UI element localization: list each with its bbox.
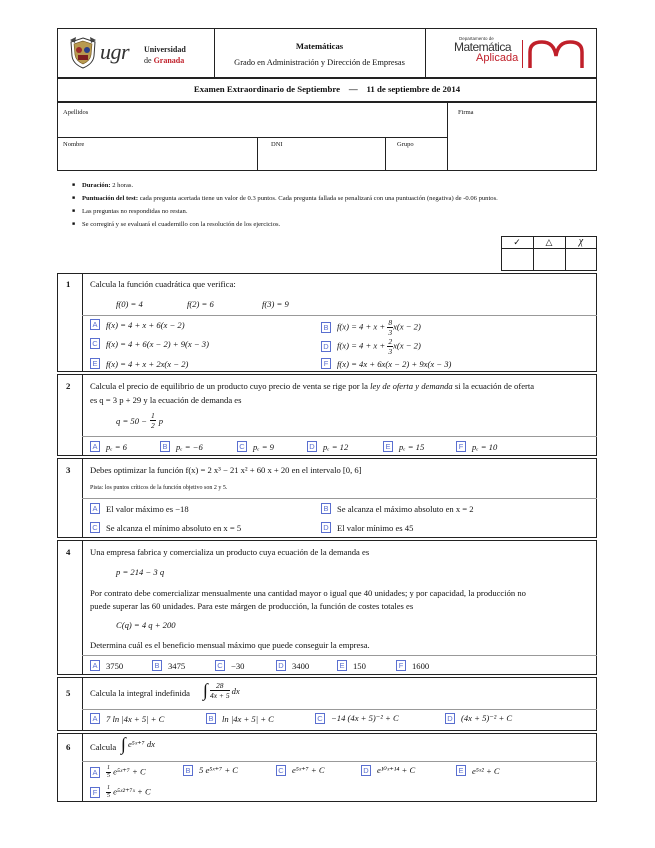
q2-option-d-label[interactable]: D: [307, 441, 317, 452]
q4-number: 4: [66, 547, 71, 557]
q1-option-f-label[interactable]: F: [321, 358, 331, 369]
dept-line2: Aplicada: [476, 52, 519, 64]
form-divider-group: [385, 137, 386, 171]
q6-option-a-text: [106, 765, 146, 780]
q6-text: Calcula: [90, 742, 117, 752]
q3-option-b-text: Se alcanza el máximo absoluto en x = 2: [337, 503, 474, 514]
exam-date: 11 de septiembre de 2014: [366, 84, 461, 94]
q5-integral-den: 4x + 5: [209, 691, 230, 700]
q5-option-c[interactable]: [315, 713, 399, 724]
q2-eq-right: p: [158, 415, 163, 426]
degree-title: Grado en Administración y Dirección de Empresas: [234, 58, 405, 67]
exam-title: [57, 84, 597, 94]
instruction-2: [82, 195, 498, 202]
q6-option-f[interactable]: [90, 785, 151, 800]
q4-option-a-text: 3750: [106, 660, 124, 671]
q4-eq2: C(q) = 4 q + 200: [116, 620, 176, 630]
q2-option-b[interactable]: [160, 441, 203, 452]
q3-option-a[interactable]: [90, 503, 189, 514]
q3-option-d[interactable]: [321, 522, 413, 533]
q3-option-b[interactable]: [321, 503, 474, 514]
q2-option-f[interactable]: [456, 441, 497, 452]
q6-option-a-frac-num: 1: [107, 765, 110, 771]
q3-text: Debes optimizar la función f(x) = 2 x³ − 21 x² + 60 x + 20 en el intervalo [0, 6]: [90, 465, 362, 475]
q3-option-c-text: Se alcanza el mínimo absoluto en x = 5: [106, 522, 242, 533]
q1-option-e-text: f(x) = 4 + x + 2x(x − 2): [106, 358, 189, 369]
q5-number: 5: [66, 688, 71, 698]
q4-option-a[interactable]: [90, 660, 123, 671]
q1-option-d-pre: f(x) = 4 + x +: [337, 340, 388, 351]
header-divider-right: [425, 28, 426, 78]
q6-option-e[interactable]: [456, 765, 500, 776]
q6-option-e-text: e⁵ˣ² + C: [472, 765, 500, 776]
header-divider-left: [214, 28, 215, 78]
q2-option-b-label[interactable]: B: [160, 441, 170, 452]
q6-option-c[interactable]: [276, 765, 325, 776]
q2-option-e[interactable]: [383, 441, 424, 452]
q2-option-e-text: pₑ = 15: [399, 441, 425, 452]
dept-logo: [430, 34, 595, 74]
q3-option-d-text: El valor mínimo es 45: [337, 522, 414, 533]
q2-text: [90, 381, 595, 391]
q1-option-d-text: [337, 337, 421, 356]
q4-option-d[interactable]: [276, 660, 309, 671]
q5-options-divider: [82, 709, 597, 710]
q4-option-f-text: 1600: [412, 660, 430, 671]
q6-option-b-label[interactable]: B: [183, 765, 193, 776]
q2-option-c-label[interactable]: C: [237, 441, 247, 452]
q2-number: 2: [66, 381, 71, 391]
q1-option-e-label[interactable]: E: [90, 358, 100, 369]
score-table-row: [501, 248, 597, 249]
q5-option-a-label[interactable]: A: [90, 713, 100, 724]
q1-option-b-frac-den: 3: [388, 328, 393, 337]
q4-para2: puede superar las 60 unidades. Para este márgen de producción, la función de costes totales es: [90, 601, 414, 611]
instruction-4-text: Se corregirá y se evaluará el cuadernillo con la resolución de los ejercicios.: [82, 221, 281, 228]
q5-option-b[interactable]: [206, 713, 274, 724]
q2-option-b-text: pₑ = −6: [176, 441, 203, 452]
q6-option-f-text: [106, 785, 151, 800]
q1-option-d-frac-den: 3: [388, 347, 393, 356]
q3-number: 3: [66, 465, 71, 475]
university-de: de: [144, 56, 152, 65]
q2-option-d[interactable]: [307, 441, 348, 452]
q5-option-b-label[interactable]: B: [206, 713, 216, 724]
q2-option-c[interactable]: [237, 441, 274, 452]
q4-text2: Determina cuál es el beneficio mensual máximo que puede conseguir la empresa.: [90, 640, 370, 650]
dept-arc-icon: [526, 38, 586, 70]
ugr-logo: [68, 36, 208, 72]
instruction-2-bold: Puntuación del test:: [82, 195, 139, 202]
q1-option-b-text: [337, 318, 421, 337]
q1-option-b-pre: f(x) = 4 + x +: [337, 321, 388, 332]
q6-option-a-frac-den: 5: [107, 773, 110, 779]
q4-option-f-label[interactable]: F: [396, 660, 406, 671]
ugr-crest-icon: [68, 36, 98, 70]
q1-option-b-frac-num: 8: [388, 318, 393, 327]
exam-title-text: Examen Extraordinario de Septiembre: [193, 84, 341, 94]
q1-options-divider: [82, 315, 597, 316]
q2-eq-frac-den: 2: [150, 421, 155, 430]
q6-option-e-label[interactable]: E: [456, 765, 466, 776]
q6-integral-sign: ∫: [121, 734, 126, 754]
q4-option-b-text: 3475: [168, 660, 186, 671]
q6-option-d[interactable]: [361, 765, 415, 776]
instruction-1-bold: Duración:: [82, 182, 111, 189]
q2-option-f-text: pₑ = 10: [472, 441, 498, 452]
ugr-wordmark: ugr: [100, 39, 130, 64]
q1-option-b-label[interactable]: B: [321, 322, 331, 333]
form-divider-signature: [447, 102, 448, 171]
q6-option-f-frac: [106, 785, 111, 800]
q2-eq-frac: [150, 411, 156, 430]
q6-option-f-label[interactable]: F: [90, 787, 100, 798]
q2-option-a-label[interactable]: A: [90, 441, 100, 452]
q5-option-d-text: (4x + 5)⁻² + C: [461, 713, 513, 723]
q3-option-b-label[interactable]: B: [321, 503, 331, 514]
university-line1: Universidad: [144, 45, 186, 54]
q4-option-a-label[interactable]: A: [90, 660, 100, 671]
q6-number: 6: [66, 742, 71, 752]
q6-integral-expr: e⁵ˣ⁺⁷ dx: [127, 739, 155, 749]
instruction-3-text: Las preguntas no respondidas no restan.: [82, 208, 188, 215]
q6-option-c-text: e⁵ˣ⁺⁷ + C: [292, 765, 325, 775]
q2-option-e-label[interactable]: E: [383, 441, 393, 452]
q2-text-b: si la ecuación de oferta: [452, 381, 535, 391]
dept-small-label: Departamento de: [459, 36, 494, 41]
q2-option-d-text: pₑ = 12: [323, 441, 349, 452]
q1-option-a-text: f(x) = 4 + x + 6(x − 2): [106, 319, 185, 330]
q6-option-a-expr: e⁵ˣ⁺⁷ + C: [113, 766, 146, 777]
university-line2: [144, 56, 184, 65]
q5-option-b-text: ln |4x + 5| + C: [222, 713, 274, 724]
q1-option-f[interactable]: [321, 358, 451, 369]
q1-cond-2: f(2) = 6: [187, 299, 214, 309]
q6-option-c-label[interactable]: C: [276, 765, 286, 776]
university-granada: Granada: [153, 56, 185, 65]
q5-integral-num: 28: [210, 681, 230, 691]
q6-num-divider: [82, 733, 83, 802]
instruction-2-text: cada pregunta acertada tiene un valor de 0.3 puntos. Cada pregunta fallada se penalizará con una puntuación (negativa) de -0.06 puntos.: [138, 195, 498, 202]
q1-text: Calcula la función cuadrática que verifica:: [90, 279, 236, 289]
q2-eq-left: q = 50 −: [116, 415, 147, 426]
q2-option-a-text: pₑ = 6: [106, 441, 127, 452]
q5-option-d-label[interactable]: D: [445, 713, 455, 724]
q1-option-d-label[interactable]: D: [321, 341, 331, 352]
dni-field[interactable]: DNI: [271, 141, 283, 148]
chi-icon: χ: [578, 236, 584, 247]
q5-integral-frac: [210, 681, 230, 700]
q4-option-e-text: 150: [353, 660, 366, 671]
q6-integral: [121, 734, 155, 755]
q1-option-b[interactable]: [321, 318, 421, 337]
group-field[interactable]: Grupo: [397, 141, 414, 148]
form-divider-row: [57, 137, 447, 138]
q1-option-e[interactable]: [90, 358, 188, 369]
q3-option-d-label[interactable]: D: [321, 522, 331, 533]
q5-text: Calcula la integral indefinida: [90, 688, 190, 698]
q2-text-italic: ley de oferta y demanda: [370, 381, 453, 391]
q3-option-a-label[interactable]: A: [90, 503, 100, 514]
instruction-1: [82, 182, 133, 189]
q2-num-divider: [82, 374, 83, 456]
q1-option-b-post: x(x − 2): [393, 321, 421, 332]
signature-field[interactable]: Firma: [458, 109, 474, 116]
q6-option-b-text: 5 e⁵ˣ⁺⁷ + C: [199, 765, 239, 775]
q5-option-d[interactable]: [445, 713, 512, 724]
q2-equation: [116, 411, 163, 430]
q6-option-d-label[interactable]: D: [361, 765, 371, 776]
q5-option-a-text: 7 ln |4x + 5| + C: [106, 713, 165, 724]
q4-option-b[interactable]: [152, 660, 185, 671]
q6-option-a-frac: [106, 765, 111, 780]
q3-option-c-label[interactable]: C: [90, 522, 100, 533]
q4-option-e[interactable]: [337, 660, 366, 671]
q5-num-divider: [82, 677, 83, 731]
q2-eq-frac-num: 1: [150, 411, 155, 420]
q2-option-a[interactable]: [90, 441, 127, 452]
q2-options-divider: [82, 436, 597, 437]
form-divider-dni: [257, 137, 258, 171]
q5-option-c-text: −14 (4x + 5)⁻² + C: [331, 713, 399, 723]
q4-option-d-label[interactable]: D: [276, 660, 286, 671]
subject-title: Matemáticas: [295, 41, 344, 51]
q1-num-divider: [82, 273, 83, 372]
q1-option-c-text: f(x) = 4 + 6(x − 2) + 9(x − 3): [106, 338, 209, 349]
dept-logo-divider: [522, 40, 523, 68]
instruction-1-text: 2 horas.: [110, 182, 134, 189]
q1-number: 1: [66, 279, 71, 289]
q6-options-divider: [82, 761, 597, 762]
q5-option-a[interactable]: [90, 713, 164, 724]
q1-option-a-label[interactable]: A: [90, 319, 100, 330]
q6-option-a-label[interactable]: A: [90, 767, 100, 778]
q1-cond-3: f(3) = 9: [262, 299, 289, 309]
q6-option-d-text: e¹⁰ˣ⁺¹⁴ + C: [377, 765, 416, 775]
q6-option-f-frac-den: 5: [107, 793, 110, 799]
q4-option-d-text: 3400: [292, 660, 310, 671]
q1-option-d[interactable]: [321, 337, 421, 356]
q1-cond-1: f(0) = 4: [116, 299, 143, 309]
q2-option-c-text: pₑ = 9: [253, 441, 274, 452]
q6-option-f-frac-num: 1: [107, 785, 110, 791]
q1-option-c[interactable]: [90, 338, 209, 349]
exam-title-sep: —: [348, 84, 358, 94]
q4-option-e-label[interactable]: E: [337, 660, 347, 671]
q6-option-f-expr: e⁵ˣ²⁺⁷ˣ + C: [113, 786, 151, 797]
q4-option-c[interactable]: [215, 660, 244, 671]
dept-line1: Matemática: [454, 40, 512, 54]
q2-text-a: Calcula el precio de equilibrio de un producto cuyo precio de venta se rige por la: [90, 381, 371, 391]
q4-options-divider: [82, 655, 597, 656]
q2-text-line2: es q = 3 p + 29 y la ecuación de demanda es: [90, 395, 242, 405]
instruction-4: [82, 221, 280, 228]
q1-option-c-label[interactable]: C: [90, 338, 100, 349]
q1-option-d-post: x(x − 2): [393, 340, 421, 351]
q5-integral: [203, 680, 240, 701]
q3-hint: Pista: los puntos críticos de la función objetivo son 2 y 5.: [90, 485, 228, 491]
q4-option-b-label[interactable]: B: [152, 660, 162, 671]
q2-option-f-label[interactable]: F: [456, 441, 466, 452]
instruction-3: [82, 208, 187, 215]
q4-option-f[interactable]: [396, 660, 429, 671]
q6-option-b[interactable]: [183, 765, 238, 776]
q1-option-d-frac-num: 2: [388, 337, 393, 346]
q3-options-divider: [82, 498, 597, 499]
q4-para1: Por contrato debe comercializar mensualmente una cantidad mayor o igual que 40 unidades; y por capacidad, la producción no: [90, 588, 526, 598]
q4-eq1: p = 214 − 3 q: [116, 567, 165, 577]
q5-option-c-label[interactable]: C: [315, 713, 325, 724]
name-field[interactable]: Nombre: [63, 141, 85, 148]
q1-option-f-text: f(x) = 4x + 6x(x − 2) + 9x(x − 3): [337, 358, 452, 369]
q3-option-a-text: El valor máximo es −18: [106, 503, 189, 514]
surname-field[interactable]: Apellidos: [63, 109, 89, 116]
q5-integral-dx: dx: [231, 685, 240, 696]
q4-option-c-text: −30: [231, 660, 245, 671]
correct-icon: ✓: [513, 237, 521, 247]
q5-integral-sign: ∫: [203, 680, 208, 700]
q6-option-a[interactable]: [90, 765, 146, 780]
q4-text: Una empresa fabrica y comercializa un producto cuya ecuación de la demanda es: [90, 547, 370, 557]
q1-option-a[interactable]: [90, 319, 185, 330]
q4-option-c-label[interactable]: C: [215, 660, 225, 671]
q3-option-c[interactable]: [90, 522, 241, 533]
triangle-icon: △: [545, 237, 553, 247]
